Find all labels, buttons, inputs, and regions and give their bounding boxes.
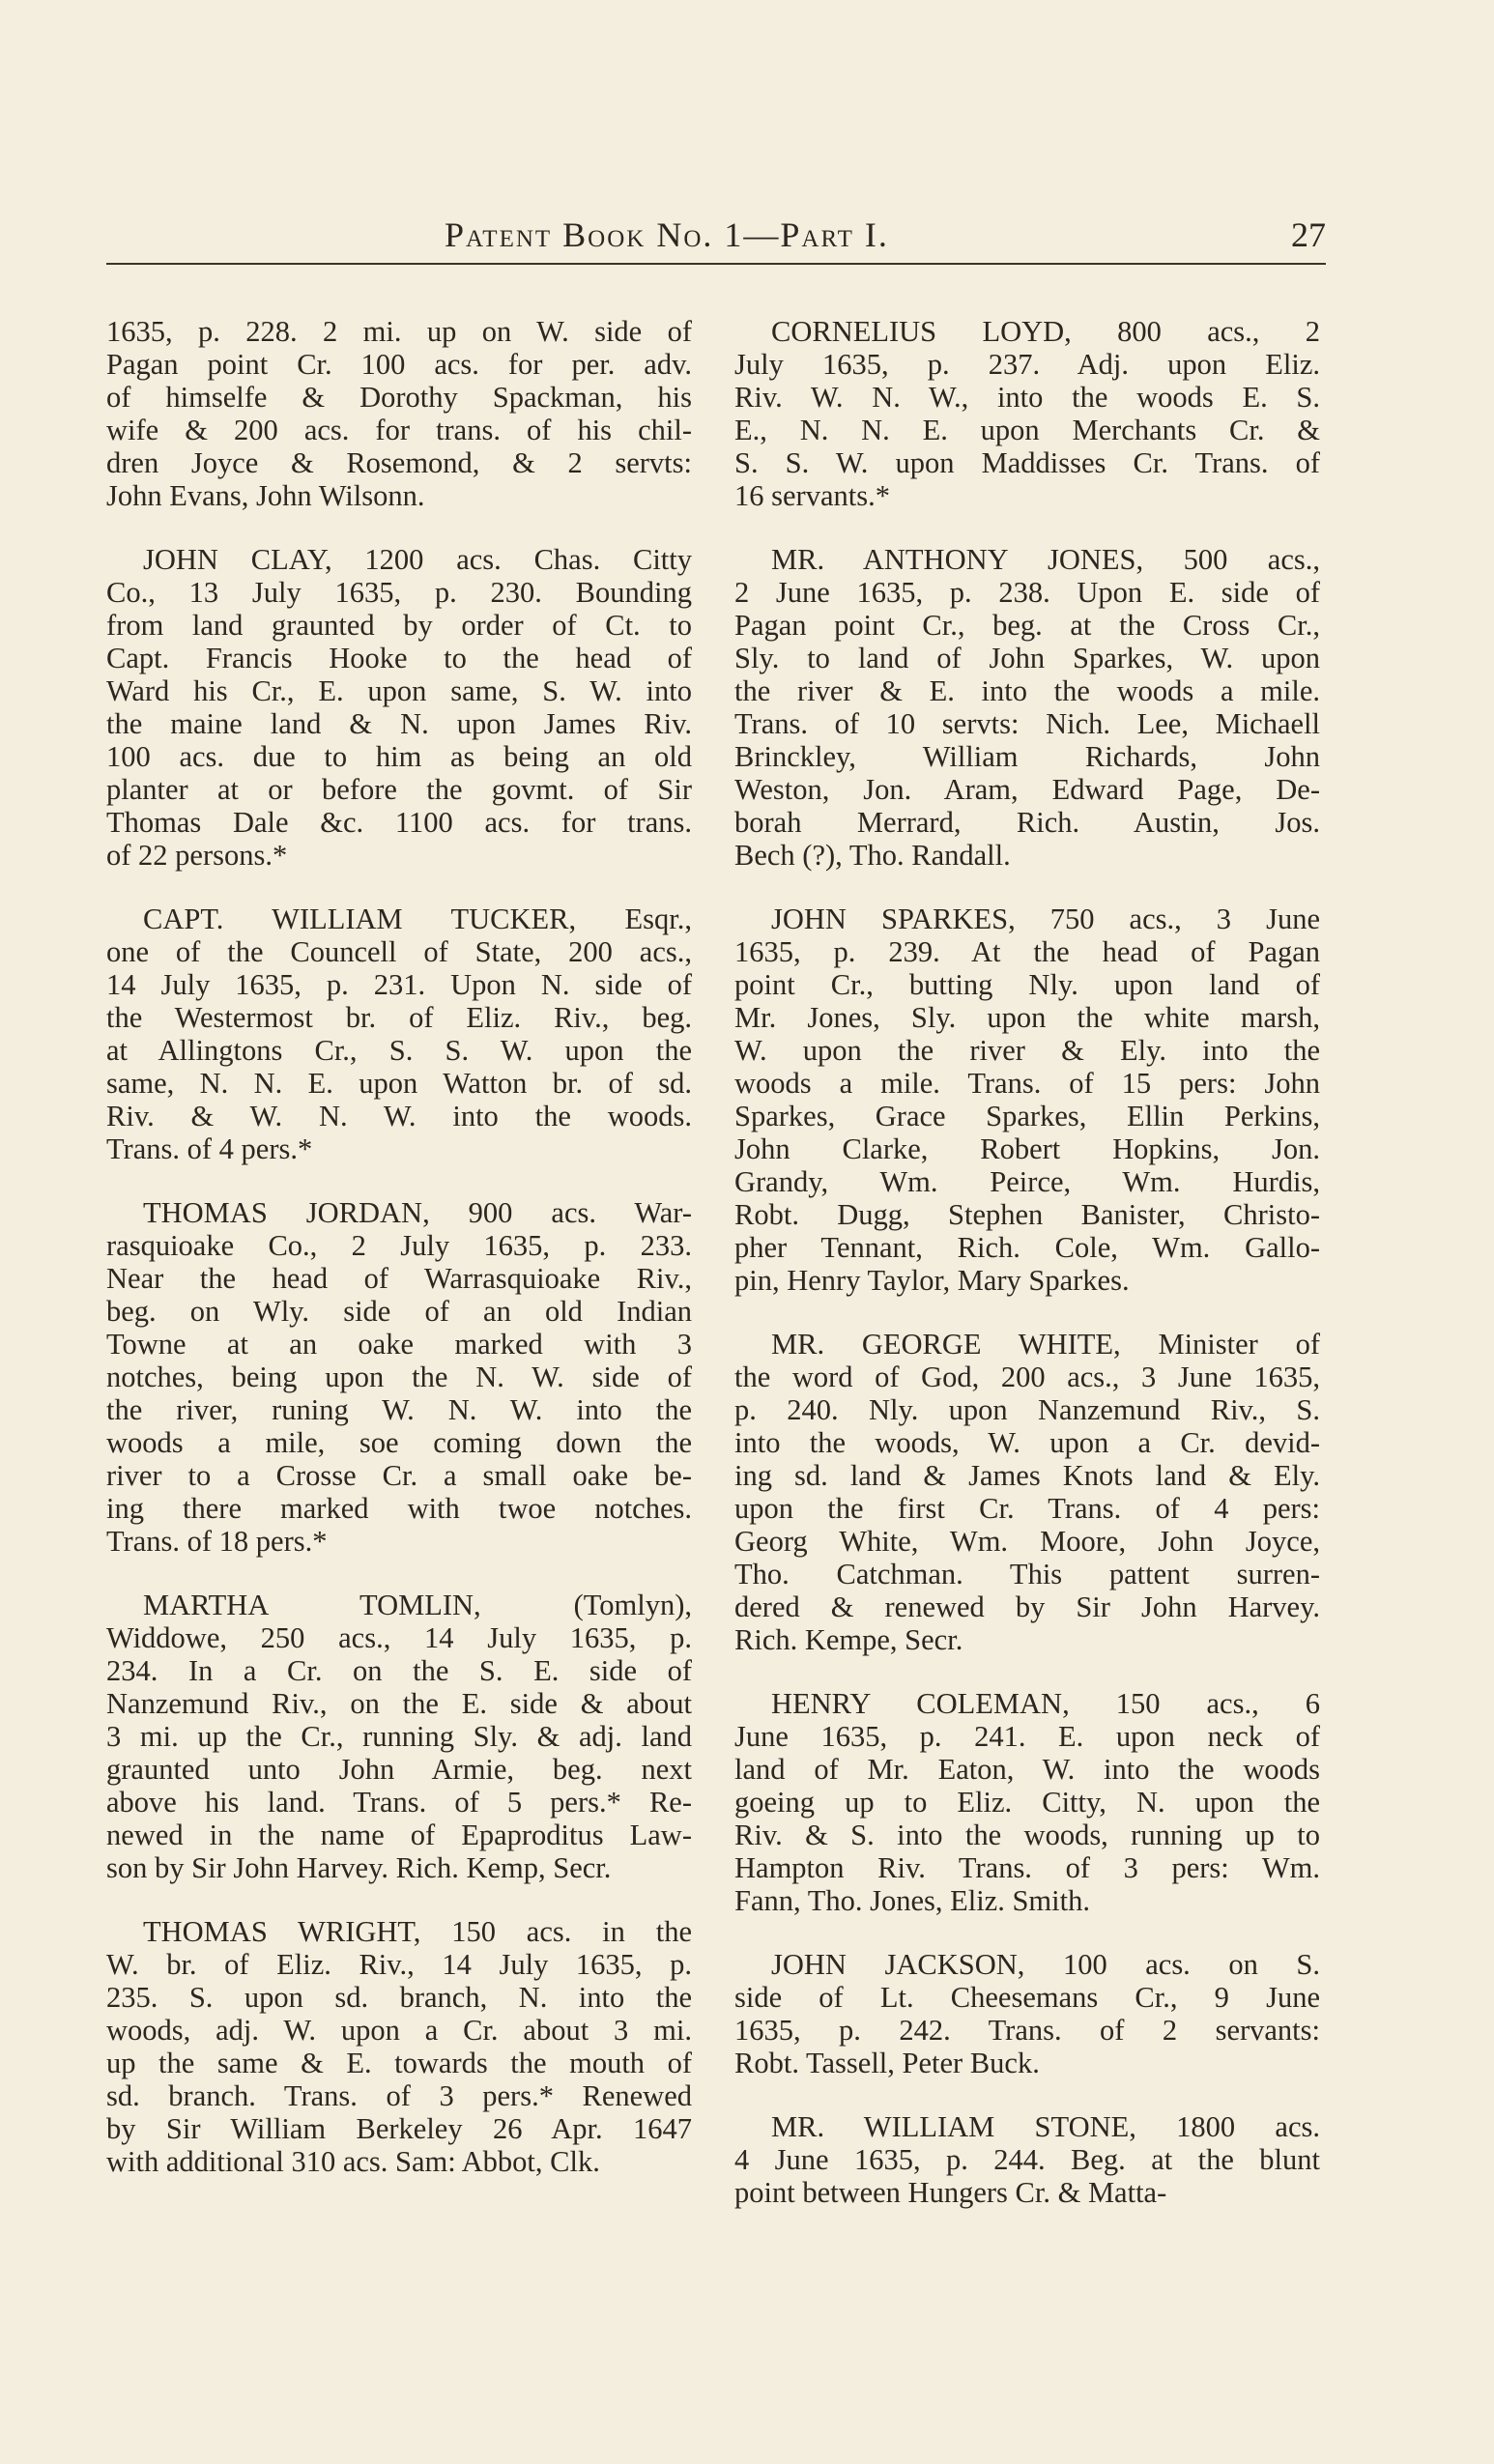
- entry-line: point Cr., butting Nly. upon land of: [734, 968, 1320, 1001]
- entry-line: MR. GEORGE WHITE, Minister of: [771, 1328, 1320, 1361]
- entry-line: Fann, Tho. Jones, Eliz. Smith.: [734, 1884, 1090, 1917]
- header-rule: [106, 263, 1326, 265]
- entry-line: by Sir William Berkeley 26 Apr. 1647: [106, 2112, 692, 2145]
- entry-line: Georg White, Wm. Moore, John Joyce,: [734, 1525, 1320, 1558]
- patent-entry: [106, 1589, 692, 1884]
- entry-line: John Clarke, Robert Hopkins, Jon.: [734, 1132, 1320, 1165]
- entry-line: the Westermost br. of Eliz. Riv., beg.: [106, 1001, 692, 1034]
- entry-line: 14 July 1635, p. 231. Upon N. side of: [106, 968, 692, 1001]
- entry-line: CAPT. WILLIAM TUCKER, Esqr.,: [143, 903, 692, 935]
- entry-line: from land graunted by order of Ct. to: [106, 609, 692, 642]
- patent-entry: [734, 1328, 1320, 1656]
- entry-line: THOMAS JORDAN, 900 acs. War-: [143, 1196, 692, 1229]
- entry-line: the word of God, 200 acs., 3 June 1635,: [734, 1361, 1320, 1393]
- right-column: [734, 315, 1320, 2240]
- entry-line: John Evans, John Wilsonn.: [106, 479, 425, 512]
- patent-entry: [734, 315, 1320, 512]
- entry-line: June 1635, p. 241. E. upon neck of: [734, 1720, 1320, 1753]
- entry-line: Robt. Tassell, Peter Buck.: [734, 2047, 1040, 2079]
- entry-line: THOMAS WRIGHT, 150 acs. in the: [143, 1915, 692, 1948]
- entry-line: same, N. N. E. upon Watton br. of sd.: [106, 1067, 692, 1100]
- patent-entry: [106, 1915, 692, 2178]
- entry-line: W. br. of Eliz. Riv., 14 July 1635, p.: [106, 1948, 692, 1981]
- entry-line: notches, being upon the N. W. side of: [106, 1361, 692, 1393]
- entry-line: Robt. Dugg, Stephen Banister, Christo-: [734, 1198, 1320, 1231]
- entry-line: Capt. Francis Hooke to the head of: [106, 642, 692, 674]
- entry-line: CORNELIUS LOYD, 800 acs., 2: [771, 315, 1320, 348]
- entry-line: MR. WILLIAM STONE, 1800 acs.: [771, 2110, 1320, 2143]
- entry-line: into the woods, W. upon a Cr. devid-: [734, 1426, 1320, 1459]
- entry-line: Riv. & S. into the woods, running up to: [734, 1819, 1320, 1851]
- entry-line: sd. branch. Trans. of 3 pers.* Renewed: [106, 2079, 692, 2112]
- entry-line: Sparkes, Grace Sparkes, Ellin Perkins,: [734, 1100, 1320, 1132]
- entry-line: newed in the name of Epaproditus Law-: [106, 1819, 692, 1851]
- entry-line: 100 acs. due to him as being an old: [106, 740, 692, 773]
- patent-entry: [734, 2110, 1320, 2209]
- entry-line: 1635, p. 242. Trans. of 2 servants:: [734, 2014, 1320, 2047]
- entry-line: MARTHA TOMLIN, (Tomlyn),: [143, 1589, 692, 1621]
- entry-line: up the same & E. towards the mouth of: [106, 2047, 692, 2079]
- entry-line: 235. S. upon sd. branch, N. into the: [106, 1981, 692, 2014]
- entry-line: p. 240. Nly. upon Nanzemund Riv., S.: [734, 1393, 1320, 1426]
- entry-line: Pagan point Cr., beg. at the Cross Cr.,: [734, 609, 1320, 642]
- entry-line: ing there marked with twoe notches.: [106, 1492, 692, 1525]
- entry-line: woods, adj. W. upon a Cr. about 3 mi.: [106, 2014, 692, 2047]
- left-column: [106, 315, 692, 2209]
- entry-line: point between Hungers Cr. & Matta-: [734, 2176, 1167, 2209]
- entry-line: beg. on Wly. side of an old Indian: [106, 1295, 692, 1328]
- entry-line: Brinckley, William Richards, John: [734, 740, 1320, 773]
- entry-line: Mr. Jones, Sly. upon the white marsh,: [734, 1001, 1320, 1034]
- running-header: [106, 215, 1326, 257]
- entry-line: Rich. Kempe, Secr.: [734, 1623, 963, 1656]
- entry-line: Trans. of 4 pers.*: [106, 1132, 313, 1165]
- entry-line: HENRY COLEMAN, 150 acs., 6: [771, 1687, 1320, 1720]
- entry-line: upon the first Cr. Trans. of 4 pers:: [734, 1492, 1320, 1525]
- page-number: 27: [1291, 215, 1326, 254]
- entry-line: planter at or before the govmt. of Sir: [106, 773, 692, 806]
- entry-line: borah Merrard, Rich. Austin, Jos.: [734, 806, 1320, 839]
- entry-line: of 22 persons.*: [106, 839, 288, 872]
- entry-line: wife & 200 acs. for trans. of his chil-: [106, 414, 692, 446]
- entry-line: 16 servants.*: [734, 479, 890, 512]
- patent-entry: [106, 903, 692, 1165]
- entry-line: the river, runing W. N. W. into the: [106, 1393, 692, 1426]
- entry-line: 234. In a Cr. on the S. E. side of: [106, 1654, 692, 1687]
- entry-line: graunted unto John Armie, beg. next: [106, 1753, 692, 1786]
- running-title: Patent Book No. 1—Part I.: [445, 215, 889, 254]
- patent-entry: [734, 1948, 1320, 2079]
- entry-line: Riv. & W. N. W. into the woods.: [106, 1100, 692, 1132]
- entry-line: pin, Henry Taylor, Mary Sparkes.: [734, 1264, 1130, 1297]
- entry-line: the river & E. into the woods a mile.: [734, 674, 1320, 707]
- entry-line: 3 mi. up the Cr., running Sly. & adj. land: [106, 1720, 692, 1753]
- entry-line: son by Sir John Harvey. Rich. Kemp, Secr.: [106, 1851, 612, 1884]
- entry-line: Trans. of 18 pers.*: [106, 1525, 328, 1558]
- entry-line: Towne at an oake marked with 3: [106, 1328, 692, 1361]
- entry-line: dered & renewed by Sir John Harvey.: [734, 1590, 1320, 1623]
- patent-entry: [106, 1196, 692, 1558]
- entry-line: 1635, p. 239. At the head of Pagan: [734, 935, 1320, 968]
- entry-line: one of the Councell of State, 200 acs.,: [106, 935, 692, 968]
- entry-line: woods a mile, soe coming down the: [106, 1426, 692, 1459]
- entry-line: side of Lt. Cheesemans Cr., 9 June: [734, 1981, 1320, 2014]
- entry-line: Trans. of 10 servts: Nich. Lee, Michaell: [734, 707, 1320, 740]
- entry-line: Nanzemund Riv., on the E. side & about: [106, 1687, 692, 1720]
- entry-line: Pagan point Cr. 100 acs. for per. adv.: [106, 348, 692, 381]
- entry-line: JOHN CLAY, 1200 acs. Chas. Citty: [143, 543, 692, 576]
- entry-line: ing sd. land & James Knots land & Ely.: [734, 1459, 1320, 1492]
- entry-line: Widdowe, 250 acs., 14 July 1635, p.: [106, 1621, 692, 1654]
- entry-line: at Allingtons Cr., S. S. W. upon the: [106, 1034, 692, 1067]
- entry-line: Bech (?), Tho. Randall.: [734, 839, 1011, 872]
- entry-line: river to a Crosse Cr. a small oake be-: [106, 1459, 692, 1492]
- entry-line: JOHN JACKSON, 100 acs. on S.: [771, 1948, 1320, 1981]
- entry-line: JOHN SPARKES, 750 acs., 3 June: [771, 903, 1320, 935]
- patent-entry: [734, 1687, 1320, 1917]
- entry-line: S. S. W. upon Maddisses Cr. Trans. of: [734, 446, 1320, 479]
- entry-line: Weston, Jon. Aram, Edward Page, De-: [734, 773, 1320, 806]
- entry-line: with additional 310 acs. Sam: Abbot, Clk.: [106, 2145, 600, 2178]
- entry-line: Riv. W. N. W., into the woods E. S.: [734, 381, 1320, 414]
- entry-line: Ward his Cr., E. upon same, S. W. into: [106, 674, 692, 707]
- entry-line: above his land. Trans. of 5 pers.* Re-: [106, 1786, 692, 1819]
- entry-line: dren Joyce & Rosemond, & 2 servts:: [106, 446, 692, 479]
- entry-line: Near the head of Warrasquioake Riv.,: [106, 1262, 692, 1295]
- entry-line: Thomas Dale &c. 1100 acs. for trans.: [106, 806, 692, 839]
- entry-line: Tho. Catchman. This pattent surren-: [734, 1558, 1320, 1590]
- entry-line: goeing up to Eliz. Citty, N. upon the: [734, 1786, 1320, 1819]
- patent-entry: [106, 543, 692, 872]
- patent-entry: [734, 903, 1320, 1297]
- entry-line: 2 June 1635, p. 238. Upon E. side of: [734, 576, 1320, 609]
- patent-entry: [734, 543, 1320, 872]
- entry-line: Sly. to land of John Sparkes, W. upon: [734, 642, 1320, 674]
- entry-line: land of Mr. Eaton, W. into the woods: [734, 1753, 1320, 1786]
- entry-line: E., N. N. E. upon Merchants Cr. &: [734, 414, 1320, 446]
- entry-line: Grandy, Wm. Peirce, Wm. Hurdis,: [734, 1165, 1320, 1198]
- entry-line: Co., 13 July 1635, p. 230. Bounding: [106, 576, 692, 609]
- entry-line: 4 June 1635, p. 244. Beg. at the blunt: [734, 2143, 1320, 2176]
- entry-line: W. upon the river & Ely. into the: [734, 1034, 1320, 1067]
- patent-entry: [106, 315, 692, 512]
- entry-line: July 1635, p. 237. Adj. upon Eliz.: [734, 348, 1320, 381]
- entry-line: woods a mile. Trans. of 15 pers: John: [734, 1067, 1320, 1100]
- entry-line: pher Tennant, Rich. Cole, Wm. Gallo-: [734, 1231, 1320, 1264]
- entry-line: of himselfe & Dorothy Spackman, his: [106, 381, 692, 414]
- entry-line: rasquioake Co., 2 July 1635, p. 233.: [106, 1229, 692, 1262]
- entry-line: MR. ANTHONY JONES, 500 acs.,: [771, 543, 1320, 576]
- entry-line: Hampton Riv. Trans. of 3 pers: Wm.: [734, 1851, 1320, 1884]
- entry-line: 1635, p. 228. 2 mi. up on W. side of: [106, 315, 692, 348]
- entry-line: the maine land & N. upon James Riv.: [106, 707, 692, 740]
